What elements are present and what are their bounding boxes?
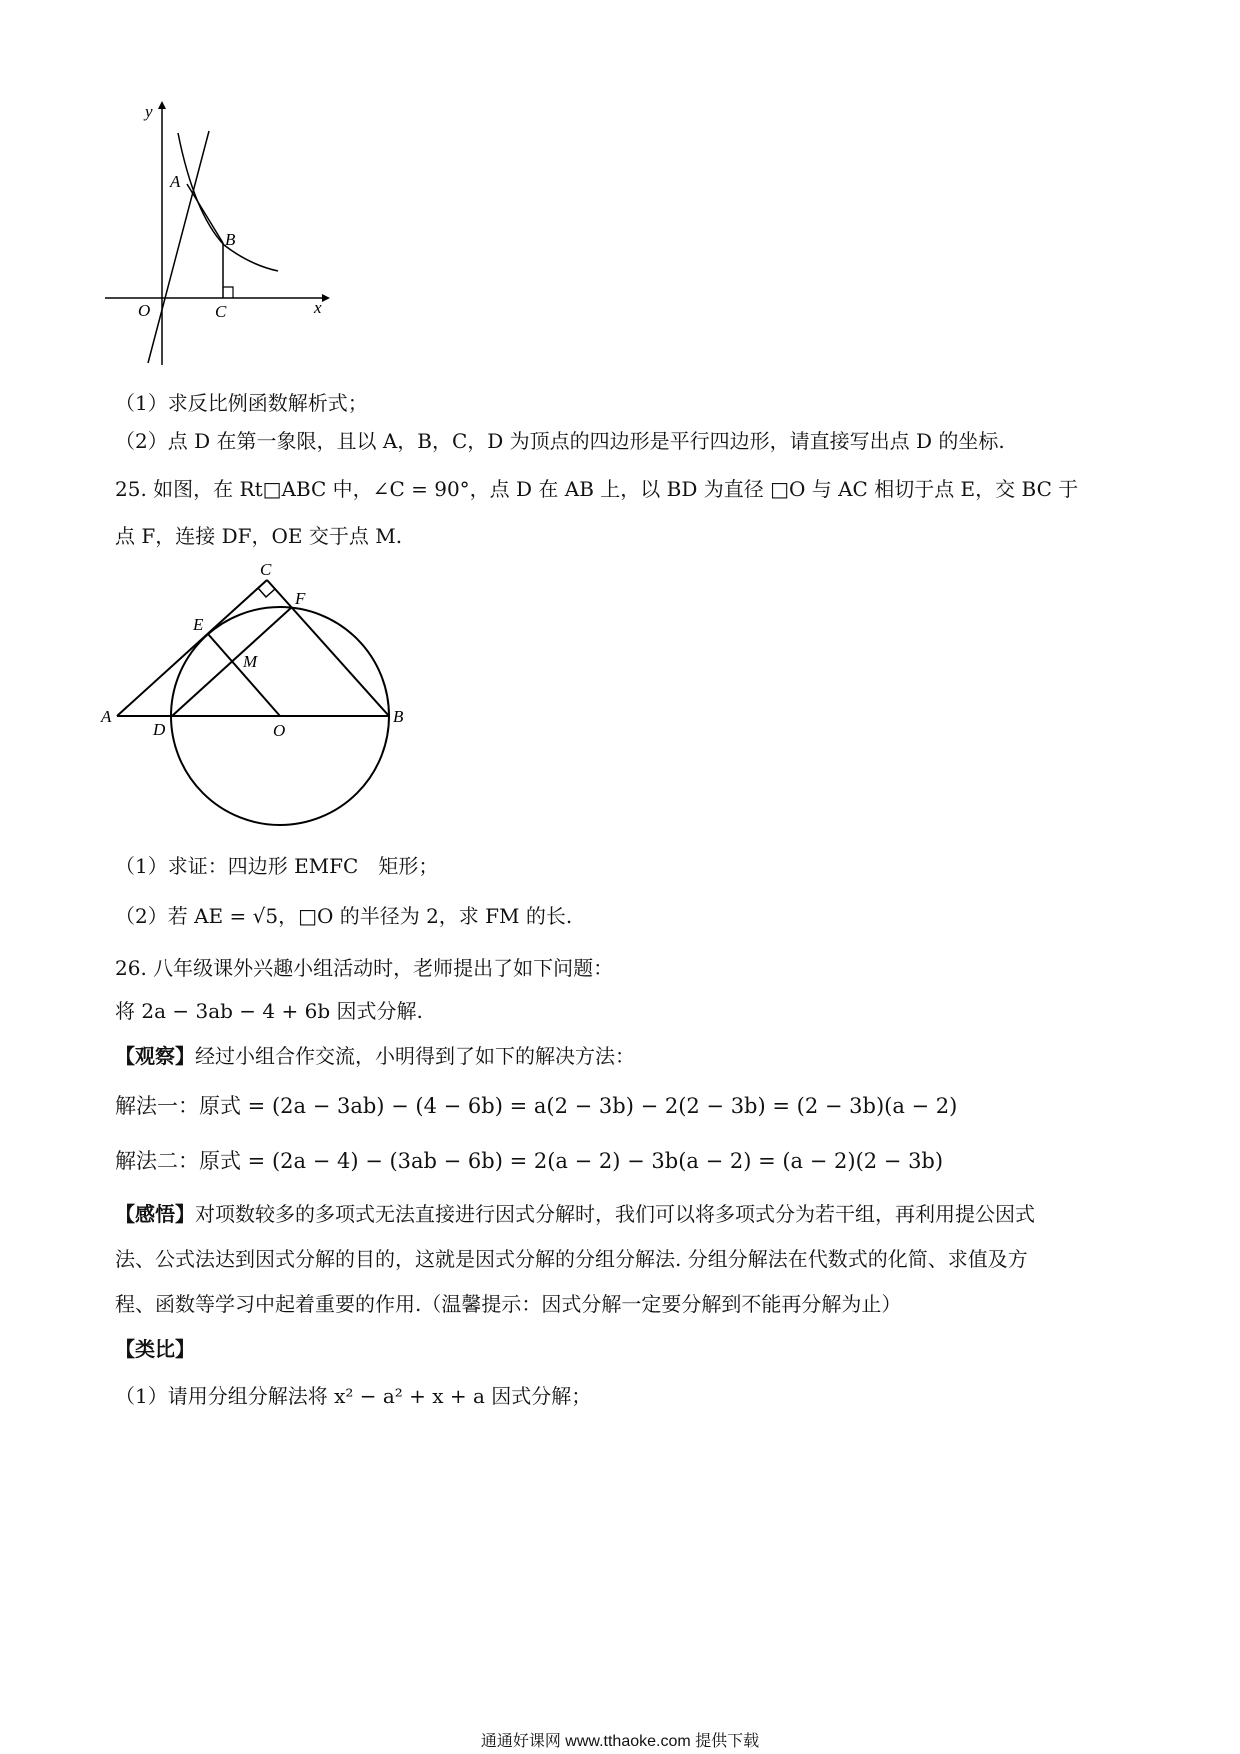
hyperbola-curve: [178, 133, 278, 271]
q26-task: 将 2a − 3ab − 4 + 6b 因式分解.: [115, 999, 423, 1023]
q25-part1: （1）求证：四边形 EMFC 矩形；: [115, 854, 439, 878]
right-angle-mark-c: [223, 287, 233, 298]
q26-method1: 解法一：原式 = (2a − 3ab) − (4 − 6b) = a(2 − 3b) − 2(2 − 3b) = (2 − 3b)(a − 2): [115, 1094, 958, 1118]
label-c: C: [260, 560, 272, 579]
q24-part2: （2）点 D 在第一象限，且以 A，B，C，D 为顶点的四边形是平行四边形，请直接写出点 D 的坐标.: [115, 429, 1005, 453]
x-axis-arrow: [322, 294, 330, 302]
q26-insight-line3: 程、函数等学习中起着重要的作用.（温馨提示：因式分解一定要分解到不能再分解为止）: [115, 1292, 902, 1316]
observe-text: 经过小组合作交流，小明得到了如下的解决方法：: [195, 1044, 635, 1068]
label-y: y: [145, 102, 153, 121]
q24-part1: （1）求反比例函数解析式；: [115, 391, 368, 415]
segment-ac: [117, 580, 267, 716]
q26-observe: [115, 1040, 635, 1069]
right-angle-mark-c: [258, 588, 275, 597]
label-d: D: [153, 720, 166, 739]
label-e: E: [193, 615, 204, 634]
label-b: B: [393, 707, 404, 726]
q26-method2: 解法二：原式 = (2a − 4) − (3ab − 6b) = 2(a − 2) − 3b(a − 2) = (a − 2)(2 − 3b): [115, 1149, 944, 1173]
q26-stem: 26. 八年级课外兴趣小组活动时，老师提出了如下问题：: [115, 956, 614, 980]
label-a: A: [170, 172, 181, 191]
q25-stem-line1: 25. 如图，在 Rt□ABC 中，∠C = 90°，点 D 在 AB 上，以 BD 为直径 □O 与 AC 相切于点 E，交 BC 于: [115, 477, 1079, 501]
page-footer: 通通好课网 www.tthaoke.com 提供下载: [480, 1733, 760, 1750]
q26-analogy-part1: （1）请用分组分解法将 x² − a² + x + a 因式分解；: [115, 1384, 592, 1408]
q26-analogy-title: 【类比】: [115, 1337, 195, 1361]
figure-coordinate-graph: [100, 95, 340, 370]
label-f: F: [295, 589, 306, 608]
label-b: B: [225, 230, 236, 249]
label-o: O: [138, 301, 151, 320]
y-axis-arrow: [158, 101, 166, 109]
label-o: O: [273, 721, 286, 740]
q25-part2: （2）若 AE = √5，□O 的半径为 2，求 FM 的长.: [115, 904, 573, 928]
q25-stem-line2: 点 F，连接 DF，OE 交于点 M.: [115, 524, 403, 548]
q26-insight-line2: 法、公式法达到因式分解的目的，这就是因式分解的分组分解法. 分组分解法在代数式的化简、求值及方: [115, 1247, 1028, 1271]
insight-title: 【感悟】: [115, 1202, 195, 1226]
insight-text-1: 对项数较多的多项式无法直接进行因式分解时，我们可以将多项式分为若干组，再利用提公因式: [195, 1202, 1035, 1226]
label-a: A: [101, 707, 112, 726]
observe-title: 【观察】: [115, 1044, 195, 1068]
segment-ab: [187, 184, 223, 243]
segment-cb: [267, 580, 389, 716]
q26-insight-line1: [115, 1198, 1035, 1227]
linear-function-line: [148, 131, 209, 363]
segment-oe: [208, 634, 280, 716]
label-c: C: [215, 302, 227, 321]
label-x: x: [314, 298, 322, 317]
label-m: M: [243, 652, 258, 671]
figure-circle-geometry: [95, 555, 425, 835]
